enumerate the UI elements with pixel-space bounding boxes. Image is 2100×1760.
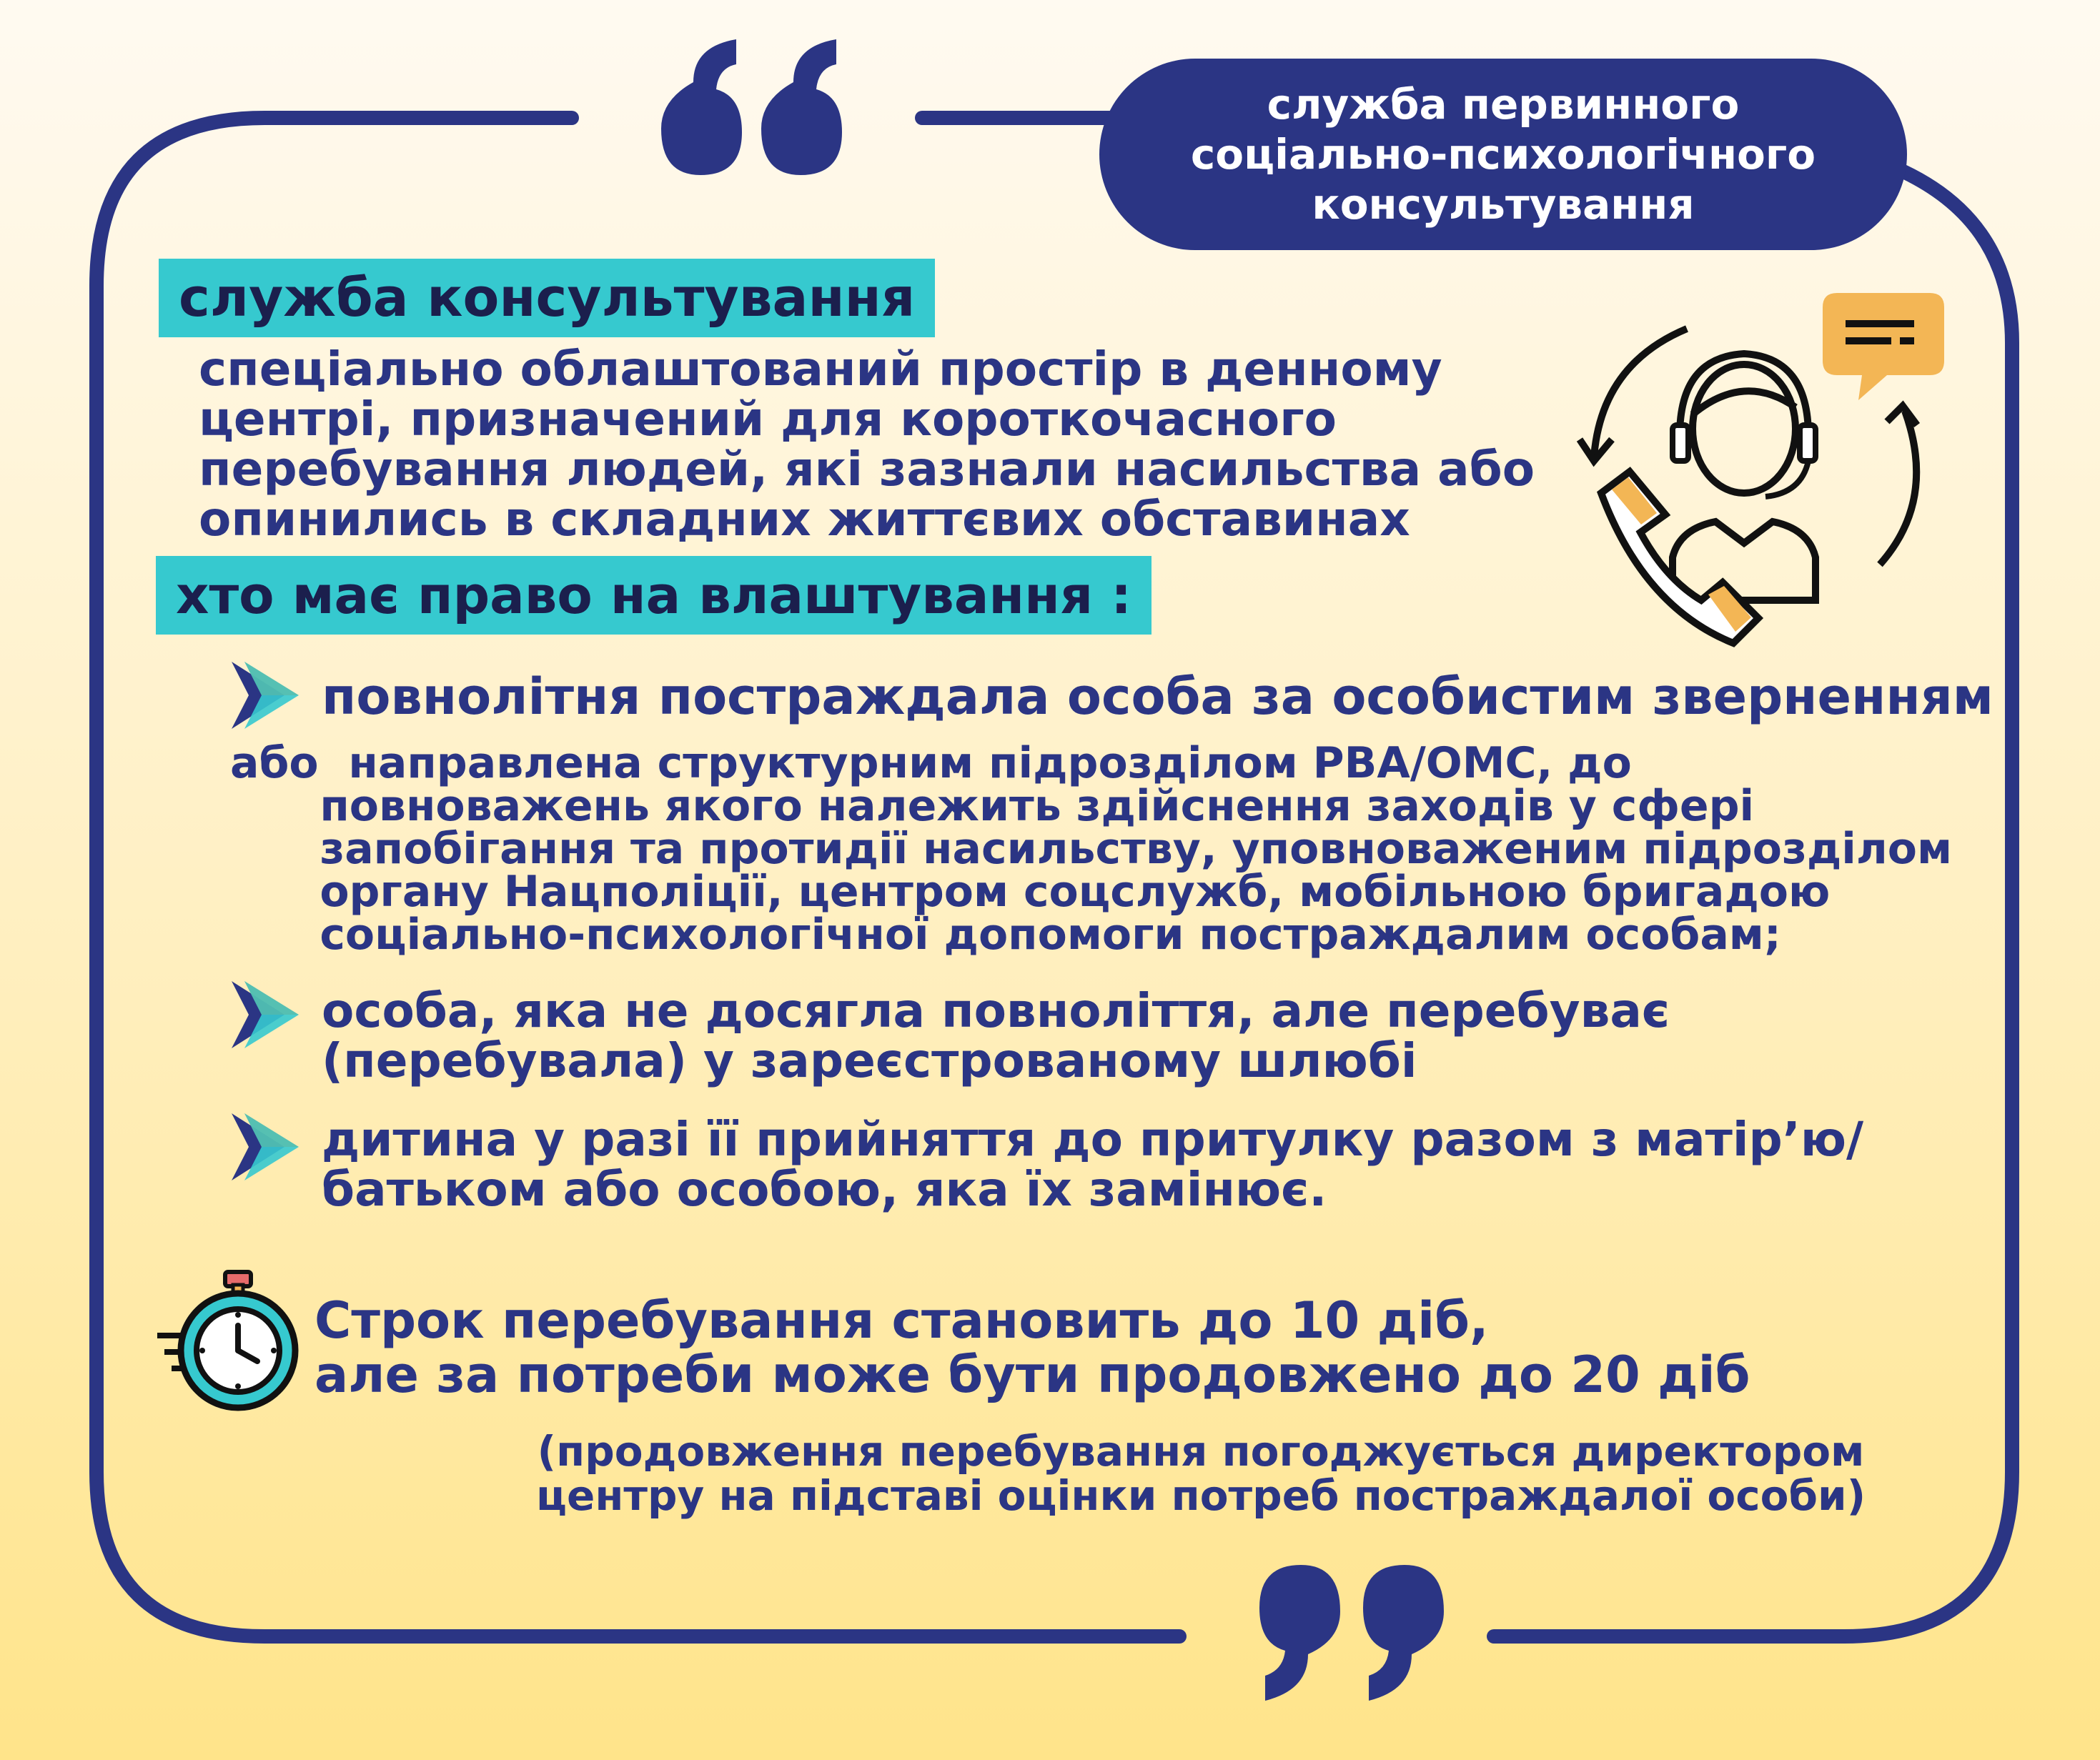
- chevron-bullet-icon: [229, 1108, 307, 1186]
- chevron-bullet-icon: [229, 656, 307, 735]
- rights-item-2: особа, яка не досягла повноліття, але перебуває (перебувала) у зареєстрованому шлюбі: [322, 983, 1670, 1088]
- consult-description: спеціально облаштований простір в денному центрі, призначений для короткочасного перебування людей, які зазнали насильства або опинились в складних життєвих обставинах: [199, 342, 1535, 547]
- rights-item-1-lead: повнолітня постраждала особа за особистим зверненням: [322, 667, 1993, 726]
- open-quote-icon: [658, 32, 843, 186]
- rights-item-1-rest: або направлена структурним підрозділом РВА/ОМС, до повноважень якого належить здійснення заходів у сфері запобігання та протидії насильству, уповноваженим підрозділом органу Нацполіції, центром соцслужб, мобільною бригадою соціально-психологічної допомоги постраждалим особам;: [230, 738, 1953, 960]
- close-quote-icon: [1258, 1547, 1451, 1708]
- stopwatch-icon: [157, 1265, 307, 1415]
- section-heading-consult: служба консультування: [159, 259, 935, 337]
- section-heading-rights: хто має право на влаштування :: [156, 556, 1151, 635]
- header-pill: [1099, 59, 1907, 250]
- support-agent-icon: [1572, 286, 1958, 657]
- term-note: (продовження перебування погоджується директором центру на підставі оцінки потреб постраждалої особи): [536, 1427, 1866, 1520]
- term-text: Строк перебування становить до 10 діб, але за потреби може бути продовжено до 20 діб: [314, 1291, 1750, 1404]
- header-title: служба первинного соціально-психологічного консультування: [1190, 80, 1816, 229]
- rights-item-3: дитина у разі її прийняття до притулку разом з матір’ю/ батьком або особою, яка їх замінює.: [322, 1112, 1864, 1217]
- chevron-bullet-icon: [229, 975, 307, 1054]
